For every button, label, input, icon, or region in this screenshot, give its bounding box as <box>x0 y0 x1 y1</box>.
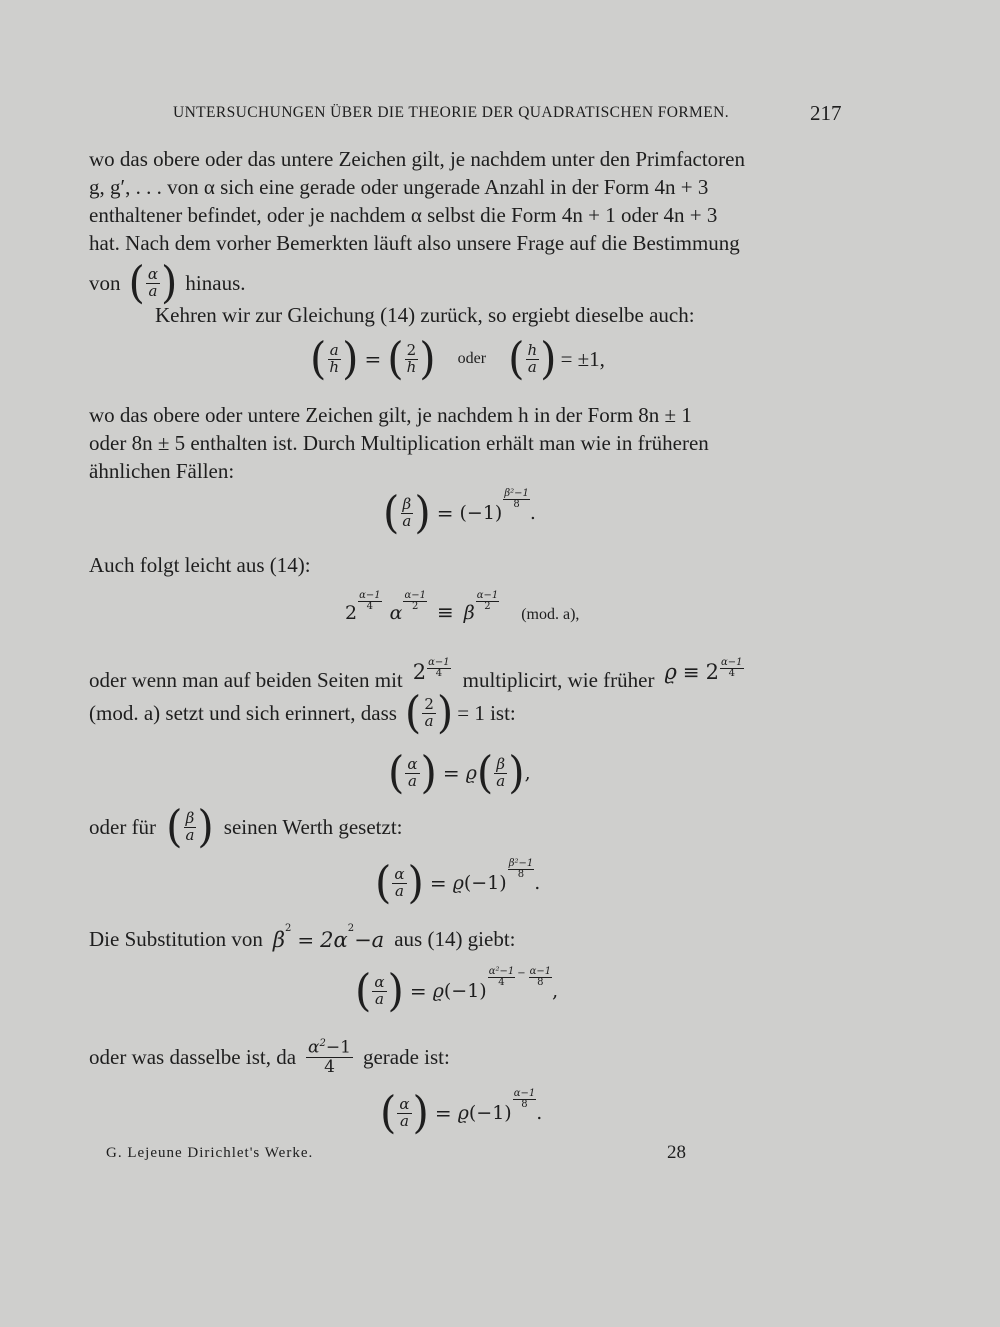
equation: ( $\frac{\alpha}{a}$ ) = ϱ (−1) $\frac{\text{α²−1}}{4}$ − $\frac{\alpha-1}{8}$ , <box>355 964 559 1017</box>
text-fragment: oder was dasselbe ist, da <box>89 1045 297 1070</box>
text-fragment: gerade ist: <box>362 1045 450 1070</box>
text-fragment: oder wenn man auf beiden Seiten mit <box>89 668 403 692</box>
equation-word: oder <box>457 350 487 367</box>
equation: ( $\frac{\alpha}{a}$ ) = ϱ ( $\frac{\beta}{a}$ ) , <box>388 746 531 799</box>
text-fragment: seinen Werth gesetzt: <box>223 814 403 839</box>
text-line-with-symbol <box>89 256 246 309</box>
text-line: hat. Nach dem vorher Bemerkten läuft also unsere Frage auf die Bestimmung <box>89 231 740 255</box>
text-line: g, g′, . . . von α sich eine gerade oder ungerade Anzahl in der Form 4n + 3 <box>89 175 709 199</box>
text-fragment: oder für <box>89 814 157 839</box>
text-line-with-symbol: Die Substitution von $\beta^2 = 2\alpha^2-a$ aus (14) giebt: <box>89 923 516 952</box>
equation: ( $\frac{\alpha}{a}$ ) = ϱ (−1) $\frac{\text{β²−1}}{8}$ . <box>375 856 541 909</box>
legendre-symbol: ( $\frac{\alpha}{a}$ ) <box>128 256 178 309</box>
text-line: enthaltener befindet, oder je nachdem α selbst die Form 4n + 1 oder 4n + 3 <box>89 203 718 227</box>
equation: ( $\frac{\alpha}{a}$ ) = ϱ (−1) $\frac{\alpha-1}{8}$ . <box>380 1086 543 1139</box>
text-line-with-symbol: (mod. a) setzt und sich erinnert, dass ( $\frac{2}{a}$ ) = 1 ist: <box>89 686 516 739</box>
text-line: wo das obere oder das untere Zeichen gilt, je nachdem unter den Primfactoren <box>89 147 745 171</box>
text-fragment: (mod. a) setzt und sich erinnert, dass <box>89 700 397 725</box>
text-fragment: aus (14) giebt: <box>394 927 516 951</box>
text-fragment: = 1 ist: <box>457 700 516 725</box>
text-fragment: von <box>89 270 121 295</box>
equation: ( $\frac{\beta}{a}$ ) = (−1) $\frac{\text{β²−1}}{8}$ . <box>383 486 536 539</box>
equation: 2 $\frac{\alpha-1}{4}$ α $\frac{\alpha-1}{2}$ ≡ β $\frac{\alpha-1}{2}$ (mod. a), <box>345 590 580 624</box>
footer-author: G. Lejeune Dirichlet's Werke. <box>106 1145 314 1161</box>
text-line-with-symbol: oder was dasselbe ist, da $\alpha^2-1$ 4 gerade ist: <box>89 1037 450 1078</box>
text-line-with-symbol: oder wenn man auf beiden Seiten mit 2 $\frac{\alpha-1}{4}$ multiplicirt, wie früher ϱ ≡ 2 $\frac{\alpha-1}{4}$ <box>89 657 743 692</box>
text-fragment: multiplicirt, wie früher <box>462 668 655 692</box>
running-title: UNTERSUCHUNGEN ÜBER DIE THEORIE DER QUADRATISCHEN FORMEN. <box>173 104 729 121</box>
text-fragment: hinaus. <box>185 270 246 295</box>
equation: ( $\frac{a}{h}$ ) = ( $\frac{2}{h}$ ) oder ( $\frac{h}{a}$ ) = ±1, <box>310 332 605 385</box>
page-number: 217 <box>810 101 842 125</box>
text-line: Kehren wir zur Gleichung (14) zurück, so ergiebt dieselbe auch: <box>155 303 695 327</box>
text-line: wo das obere oder untere Zeichen gilt, je nachdem h in der Form 8n ± 1 <box>89 403 692 427</box>
text-line: Auch folgt leicht aus (14): <box>89 553 311 577</box>
text-line-with-symbol: oder für ( $\frac{\beta}{a}$ ) seinen Werth gesetzt: <box>89 800 403 853</box>
text-line: ähnlichen Fällen: <box>89 459 235 483</box>
equation-mod: (mod. a), <box>521 606 580 623</box>
text-fragment: Die Substitution von <box>89 927 263 951</box>
footer-signature: 28 <box>667 1142 686 1163</box>
text-line: oder 8n ± 5 enthalten ist. Durch Multiplication erhält man wie in früheren <box>89 431 709 455</box>
equation-rhs: = ±1, <box>560 346 605 371</box>
